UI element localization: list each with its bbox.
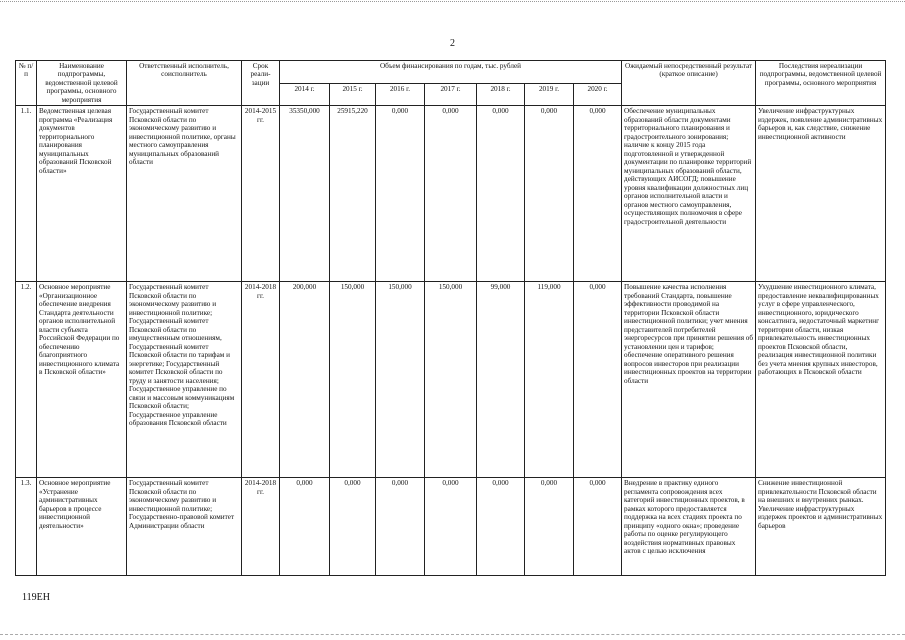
row-value: 99,000 bbox=[477, 282, 525, 478]
row-value: 0,000 bbox=[425, 106, 477, 282]
header-row bbox=[16, 61, 886, 84]
table-row bbox=[16, 106, 886, 282]
header-num: № п/п bbox=[16, 61, 37, 106]
row-value: 0,000 bbox=[574, 478, 622, 576]
row-value: 0,000 bbox=[574, 106, 622, 282]
scan-edge-top bbox=[0, 1, 905, 2]
header-name: Наименование подпрограммы, ведомственной целевой программы, основного мероприятия bbox=[37, 61, 127, 106]
row-num: 1.2. bbox=[16, 282, 37, 478]
row-term: 2014-2018 гг. bbox=[242, 478, 280, 576]
row-value: 0,000 bbox=[574, 282, 622, 478]
scan-edge-bottom bbox=[0, 634, 905, 635]
row-num: 1.1. bbox=[16, 106, 37, 282]
row-value: 35350,000 bbox=[280, 106, 330, 282]
row-value: 200,000 bbox=[280, 282, 330, 478]
row-value: 119,000 bbox=[525, 282, 574, 478]
row-value: 25915,220 bbox=[330, 106, 376, 282]
row-executor: Государственный комитет Псковской области по экономическому развитию и инвестиционной политике, органы местного самоуправления муниципальных образований области bbox=[127, 106, 242, 282]
row-consequences: Ухудшение инвестиционного климата, предоставление неквалифицированных услуг в сфере управленческого, инвестиционного, юридического консалтинга, недостаточный маркетинг территории области, низкая привлекательность инвестиционных проектов Псковской области, реализация инвестиционной политики без учета мнения крупных инвесторов, работающих в Псковской области bbox=[756, 282, 886, 478]
header-year: 2019 г. bbox=[525, 83, 574, 106]
row-result: Обеспечение муниципальных образований области документами территориального планирования и градостроительного зонирования; наличие к концу 2015 года подготовленной и утвержденной документации по планировке территорий муниципальных образований области, действующих АИСОГД; повышение уровня квалификации должностных лиц органов исполнительной власти и органов местного самоуправления, осуществляющих полномочия в сфере градостроительной деятельности bbox=[622, 106, 756, 282]
table-row bbox=[16, 478, 886, 576]
row-value: 0,000 bbox=[525, 106, 574, 282]
header-year: 2016 г. bbox=[376, 83, 425, 106]
row-executor: Государственный комитет Псковской области по экономическому развитию и инвестиционной политике; Государственно-правовой комитет Администрации области bbox=[127, 478, 242, 576]
header-year: 2014 г. bbox=[280, 83, 330, 106]
table-row bbox=[16, 282, 886, 478]
row-term: 2014-2018 гг. bbox=[242, 282, 280, 478]
row-value: 0,000 bbox=[376, 478, 425, 576]
row-value: 150,000 bbox=[330, 282, 376, 478]
header-result: Ожидаемый непосредственный результат (краткое описание) bbox=[622, 61, 756, 106]
row-consequences: Снижение инвестиционной привлекательности Псковской области на внешних и внутренних рынках. Увеличение инфраструктурных издержек проектов и административных барьеров bbox=[756, 478, 886, 576]
header-year: 2017 г. bbox=[425, 83, 477, 106]
header-year: 2018 г. bbox=[477, 83, 525, 106]
row-executor: Государственный комитет Псковской области по экономическому развитию и инвестиционной политике; Государственный комитет Псковской области по имущественным отношениям, Государственный комитет Псковской области по тарифам и энергетике; Государственный комитет Псковской области по труду и занятости населения; Государственное управление по связи и массовым коммуникациям Псковской области; Государственное управление образования Псковской области bbox=[127, 282, 242, 478]
row-value: 0,000 bbox=[330, 478, 376, 576]
footer-code: 119ЕН bbox=[22, 592, 50, 603]
header-executor: Ответственный исполнитель, соисполнитель bbox=[127, 61, 242, 106]
row-value: 150,000 bbox=[376, 282, 425, 478]
row-result: Внедрение в практику единого регламента сопровождения всех категорий инвестиционных проектов, в рамках которого предоставляется поддержка на всех стадиях проекта по принципу «одного окна»; проведение работы по оценке регулирующего воздействия нормативных правовых актов с целью исключения bbox=[622, 478, 756, 576]
header-year: 2020 г. bbox=[574, 83, 622, 106]
row-term: 2014-2015 гг. bbox=[242, 106, 280, 282]
row-result: Повышение качества исполнения требований Стандарта, повышение эффективности проводимой на территории Псковской области инвестиционной политики; учет мнения представителей потребителей энергоресурсов при принятии решения об установлении цен и тарифов; обеспечение оперативного решения вопросов инвесторов при реализации инвестиционных проектов на территории области bbox=[622, 282, 756, 478]
row-name: Основное мероприятие «Устранение административных барьеров в процессе инвестиционной деятельности» bbox=[37, 478, 127, 576]
row-value: 0,000 bbox=[425, 478, 477, 576]
row-value: 0,000 bbox=[525, 478, 574, 576]
row-name: Основное мероприятие «Организационное обеспечение внедрения Стандарта деятельности органов исполнительной власти субъекта Российской Федерации по обеспечению благоприятного инвестиционного климата в Псковской области» bbox=[37, 282, 127, 478]
header-year: 2015 г. bbox=[330, 83, 376, 106]
row-num: 1.3. bbox=[16, 478, 37, 576]
row-value: 150,000 bbox=[425, 282, 477, 478]
header-funding: Объем финансирования по годам, тыс. рублей bbox=[280, 61, 622, 84]
page-number: 2 bbox=[450, 38, 455, 49]
row-consequences: Увеличение инфраструктурных издержек, появление административных барьеров и, как следствие, снижение инвестиционной активности bbox=[756, 106, 886, 282]
row-value: 0,000 bbox=[280, 478, 330, 576]
row-value: 0,000 bbox=[376, 106, 425, 282]
header-term: Срок реали-зации bbox=[242, 61, 280, 106]
row-value: 0,000 bbox=[477, 478, 525, 576]
header-consequences: Последствия нереализации подпрограммы, ведомственной целевой программы, основного мероприятия bbox=[756, 61, 886, 106]
row-name: Ведомственная целевая программа «Реализация документов территориального планирования муниципальных образований Псковской области» bbox=[37, 106, 127, 282]
program-table bbox=[15, 60, 886, 576]
row-value: 0,000 bbox=[477, 106, 525, 282]
